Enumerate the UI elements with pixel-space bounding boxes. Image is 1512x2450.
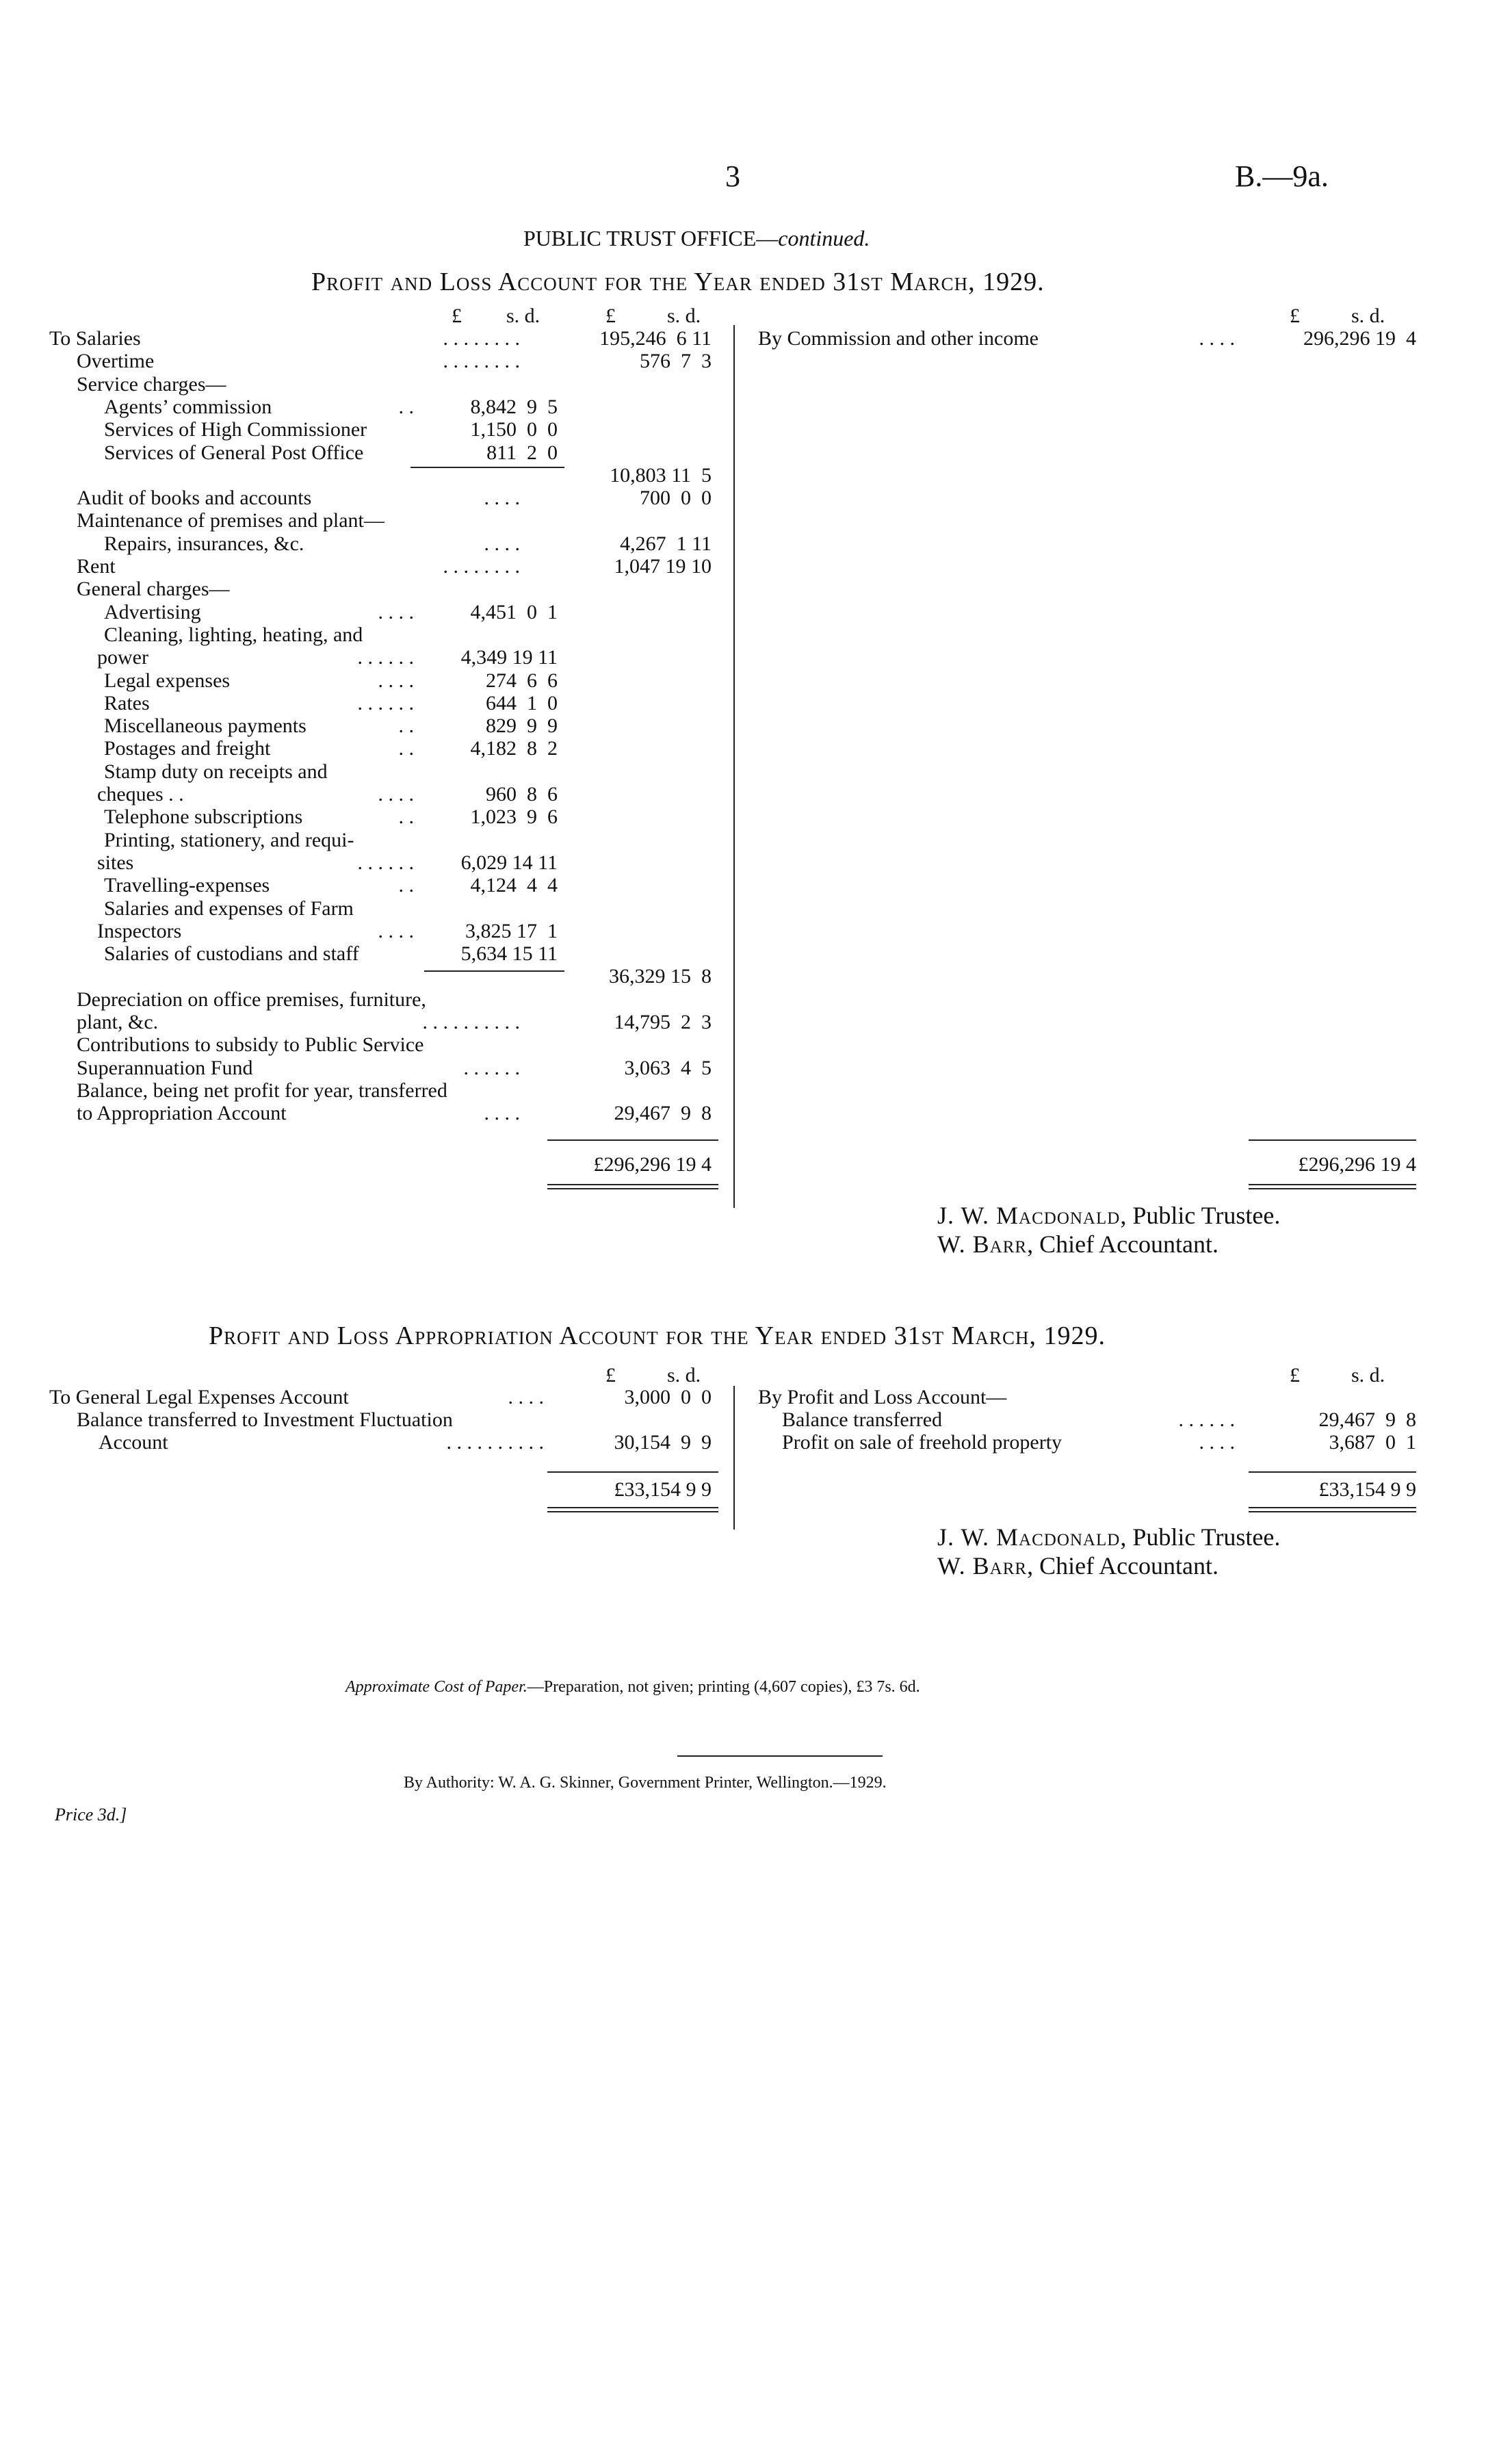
pl-credit-sd-header: s. d.	[1351, 305, 1385, 327]
appr-signatures	[937, 1523, 1280, 1580]
printer-authority: By Authority: W. A. G. Skinner, Government Printer, Wellington.—1929.	[404, 1774, 887, 1792]
pl-credit-leader-dots: . . . .	[1199, 327, 1235, 350]
pl-debit-leader-dots: . . . .	[378, 783, 414, 805]
appr-credit-double-rule	[1249, 1507, 1416, 1512]
pl-debit-label: Services of General Post Office	[104, 441, 364, 464]
pl-debit-leader-dots: . . . .	[378, 919, 414, 942]
pl-debit-sub-amount: 1,150 0 0	[470, 418, 558, 441]
pl-signature-accountant: W. Barr, Chief Accountant.	[937, 1230, 1219, 1258]
pl-debit-label: Rent	[77, 555, 116, 578]
pl-debit-leader-dots: . .	[398, 874, 414, 897]
appr-debit-pound-header: £	[605, 1364, 616, 1387]
appr-credit-leader-dots: . . . .	[1199, 1431, 1235, 1454]
appr-credit-total-amount: 3,687 0 1	[1329, 1431, 1416, 1454]
pl-debit-label: Repairs, insurances, &c.	[104, 532, 304, 555]
pl-debit-leader-dots: . . . . . . . .	[443, 555, 520, 578]
pl-signatures	[937, 1201, 1280, 1259]
appr-debit-label: Account	[99, 1431, 168, 1454]
pl-debit-sub-amount: 4,451 0 1	[470, 600, 558, 623]
price-note: Price 3d.]	[55, 1805, 127, 1824]
pl-debit-leader-dots: . . . . . .	[357, 851, 414, 874]
cost-of-paper: Approximate Cost of Paper.—Preparation, not given; printing (4,607 copies), £3 7s. 6d.	[346, 1678, 920, 1696]
pl-debit-leader-dots: . . . .	[484, 487, 520, 510]
pl-debit-leader-dots: . . . . . .	[357, 646, 414, 669]
pl-debit-total: £296,296 19 4	[593, 1153, 712, 1176]
appr-debit-double-rule	[547, 1507, 718, 1512]
appr-credit-label: Balance transferred	[782, 1408, 943, 1431]
pl-total-sd-header: s. d.	[667, 305, 701, 327]
pl-debit-total-amount: 3,063 4 5	[624, 1056, 712, 1079]
pl-debit-label: Advertising	[104, 600, 201, 623]
pl-debit-leader-dots: . . . . . . . . . .	[422, 1011, 520, 1033]
pl-debit-label: power	[97, 646, 148, 669]
appr-debit-total: £33,154 9 9	[614, 1478, 712, 1501]
pl-credit-label: By Commission and other income	[758, 327, 1039, 350]
pl-debit-sub-amount: 644 1 0	[486, 691, 558, 714]
pl-debit-label: to Appropriation Account	[77, 1102, 287, 1125]
appr-credit-leader-dots: . . . . . .	[1178, 1408, 1235, 1431]
pl-debit-total-amount: 36,329 15 8	[609, 965, 712, 988]
pl-debit-label: Balance, being net profit for year, transferred	[77, 1079, 447, 1102]
pl-credit-total-rule	[1249, 1139, 1416, 1141]
office-title	[523, 226, 870, 251]
appr-credit-label: By Profit and Loss Account—	[758, 1386, 1007, 1408]
pl-debit-sub-amount: 6,029 14 11	[460, 851, 558, 874]
pl-debit-label: Legal expenses	[104, 669, 231, 692]
appr-credit-pound-header: £	[1290, 1364, 1300, 1387]
pl-debit-total-amount: 4,267 1 11	[620, 532, 712, 555]
pl-debit-leader-dots: . . . .	[378, 600, 414, 623]
pl-debit-label: Maintenance of premises and plant—	[77, 509, 384, 532]
appr-credit-total-amount: 29,467 9 8	[1318, 1408, 1416, 1431]
pl-credit-total: £296,296 19 4	[1298, 1153, 1416, 1176]
pl-debit-label: Agents’ commission	[104, 395, 272, 418]
pl-credit-double-rule	[1249, 1184, 1416, 1189]
pl-debit-leader-dots: . . . .	[484, 532, 520, 555]
pl-debit-label: Cleaning, lighting, heating, and	[104, 623, 363, 646]
pl-debit-label: Travelling-expenses	[104, 874, 270, 897]
pl-credit-pound-header: £	[1290, 305, 1300, 327]
pl-debit-total-amount: 700 0 0	[640, 487, 712, 510]
pl-debit-label: Depreciation on office premises, furniture,	[77, 988, 426, 1011]
pl-debit-sub-amount: 3,825 17 1	[465, 919, 558, 942]
appr-signature-accountant: W. Barr, Chief Accountant.	[937, 1552, 1219, 1579]
pl-debit-total-amount: 1,047 19 10	[614, 555, 712, 578]
pl-debit-label: cheques . .	[97, 783, 184, 805]
footer-rule	[677, 1755, 883, 1757]
pl-center-rule	[733, 325, 735, 1208]
pl-debit-label: Telephone subscriptions	[104, 805, 303, 829]
pl-subtotal-rule-2	[410, 467, 564, 468]
pl-debit-leader-dots: . . . . . . . .	[443, 327, 520, 350]
pl-debit-label: Stamp duty on receipts and	[104, 760, 328, 783]
appr-debit-sd-header: s. d.	[667, 1364, 701, 1387]
appr-debit-leader-dots: . . . .	[508, 1386, 544, 1408]
pl-debit-sub-amount: 4,124 4 4	[470, 874, 558, 897]
pl-debit-leader-dots: . .	[398, 714, 414, 738]
pl-debit-total-amount: 10,803 11 5	[610, 463, 712, 487]
pl-debit-leader-dots: . .	[398, 805, 414, 829]
pl-debit-label: Service charges—	[77, 372, 226, 396]
pl-debit-total-amount: 14,795 2 3	[614, 1011, 712, 1033]
pl-signature-trustee: J. W. Macdonald, Public Trustee.	[937, 1202, 1281, 1229]
pl-title: Profit and Loss Account for the Year ended 31st March, 1929.	[311, 268, 1045, 296]
pl-debit-sub-amount: 4,349 19 11	[460, 646, 558, 669]
appr-debit-total-amount: 30,154 9 9	[614, 1431, 712, 1454]
appr-credit-total: £33,154 9 9	[1318, 1478, 1416, 1501]
pl-debit-sub-amount: 5,634 15 11	[460, 942, 558, 966]
appr-debit-leader-dots: . . . . . . . . . .	[446, 1431, 544, 1454]
appr-debit-label: Balance transferred to Investment Fluctuation	[77, 1408, 453, 1431]
pl-debit-sub-amount: 274 6 6	[486, 669, 558, 692]
pl-total-pound-header: £	[605, 305, 616, 327]
pl-debit-sub-amount: 960 8 6	[486, 783, 558, 805]
appr-debit-total-amount: 3,000 0 0	[624, 1386, 712, 1408]
pl-debit-label: Salaries and expenses of Farm	[104, 897, 354, 920]
pl-debit-sub-amount: 1,023 9 6	[470, 805, 558, 829]
pl-debit-label: Rates	[104, 691, 150, 714]
pl-debit-leader-dots: . . . . . .	[463, 1056, 520, 1079]
page-number: 3	[725, 159, 740, 193]
pl-debit-sub-amount: 4,182 8 2	[470, 737, 558, 760]
pl-sub-sd-header: s. d.	[506, 305, 540, 327]
office-title-main: PUBLIC TRUST OFFICE—	[523, 226, 779, 250]
pl-debit-sub-amount: 811 2 0	[486, 441, 558, 464]
document-reference: B.—9a.	[1235, 159, 1329, 193]
pl-debit-leader-dots: . . . . . . . .	[443, 350, 520, 373]
pl-debit-sub-amount: 8,842 9 5	[470, 395, 558, 418]
pl-debit-total-amount: 29,467 9 8	[614, 1102, 712, 1125]
pl-debit-leader-dots: . . . . . .	[357, 691, 414, 714]
appr-debit-label: To General Legal Expenses Account	[49, 1386, 349, 1408]
pl-debit-label: Printing, stationery, and requi-	[104, 828, 354, 851]
pl-debit-label: Contributions to subsidy to Public Service	[77, 1033, 424, 1057]
pl-credit-total-amount: 296,296 19 4	[1303, 327, 1416, 350]
pl-debit-total-amount: 576 7 3	[640, 350, 712, 373]
appr-title: Profit and Loss Appropriation Account for the Year ended 31st March, 1929.	[209, 1321, 1106, 1350]
appr-signature-trustee: J. W. Macdonald, Public Trustee.	[937, 1523, 1281, 1551]
appr-credit-total-rule	[1249, 1471, 1416, 1473]
pl-debit-leader-dots: . . . .	[484, 1102, 520, 1125]
pl-debit-label: Superannuation Fund	[77, 1056, 253, 1079]
pl-debit-label: Services of High Commissioner	[104, 418, 367, 441]
pl-debit-label: Postages and freight	[104, 737, 271, 760]
pl-debit-label: plant, &c.	[77, 1011, 159, 1033]
appr-credit-label: Profit on sale of freehold property	[782, 1431, 1063, 1454]
pl-debit-label: Overtime	[77, 350, 155, 373]
appr-center-rule	[733, 1386, 735, 1530]
pl-sub-pound-header: £	[452, 305, 462, 327]
pl-debit-label: Inspectors	[97, 919, 182, 942]
pl-debit-label: Audit of books and accounts	[77, 487, 312, 510]
pl-debit-label: Salaries of custodians and staff	[104, 942, 359, 966]
pl-subtotal-rule-1	[424, 970, 564, 972]
pl-debit-label: To Salaries	[49, 327, 141, 350]
office-title-suffix: continued.	[778, 226, 870, 250]
appr-credit-sd-header: s. d.	[1351, 1364, 1385, 1387]
pl-debit-leader-dots: . .	[398, 395, 414, 418]
pl-debit-label: sites	[97, 851, 134, 874]
pl-debit-label: Miscellaneous payments	[104, 714, 307, 738]
appr-debit-total-rule	[547, 1471, 718, 1473]
pl-debit-total-rule	[547, 1139, 718, 1141]
pl-debit-total-amount: 195,246 6 11	[599, 327, 712, 350]
pl-debit-leader-dots: . .	[398, 737, 414, 760]
pl-debit-label: General charges—	[77, 578, 230, 601]
pl-debit-double-rule	[547, 1184, 718, 1189]
pl-debit-leader-dots: . . . .	[378, 669, 414, 692]
pl-debit-sub-amount: 829 9 9	[486, 714, 558, 738]
